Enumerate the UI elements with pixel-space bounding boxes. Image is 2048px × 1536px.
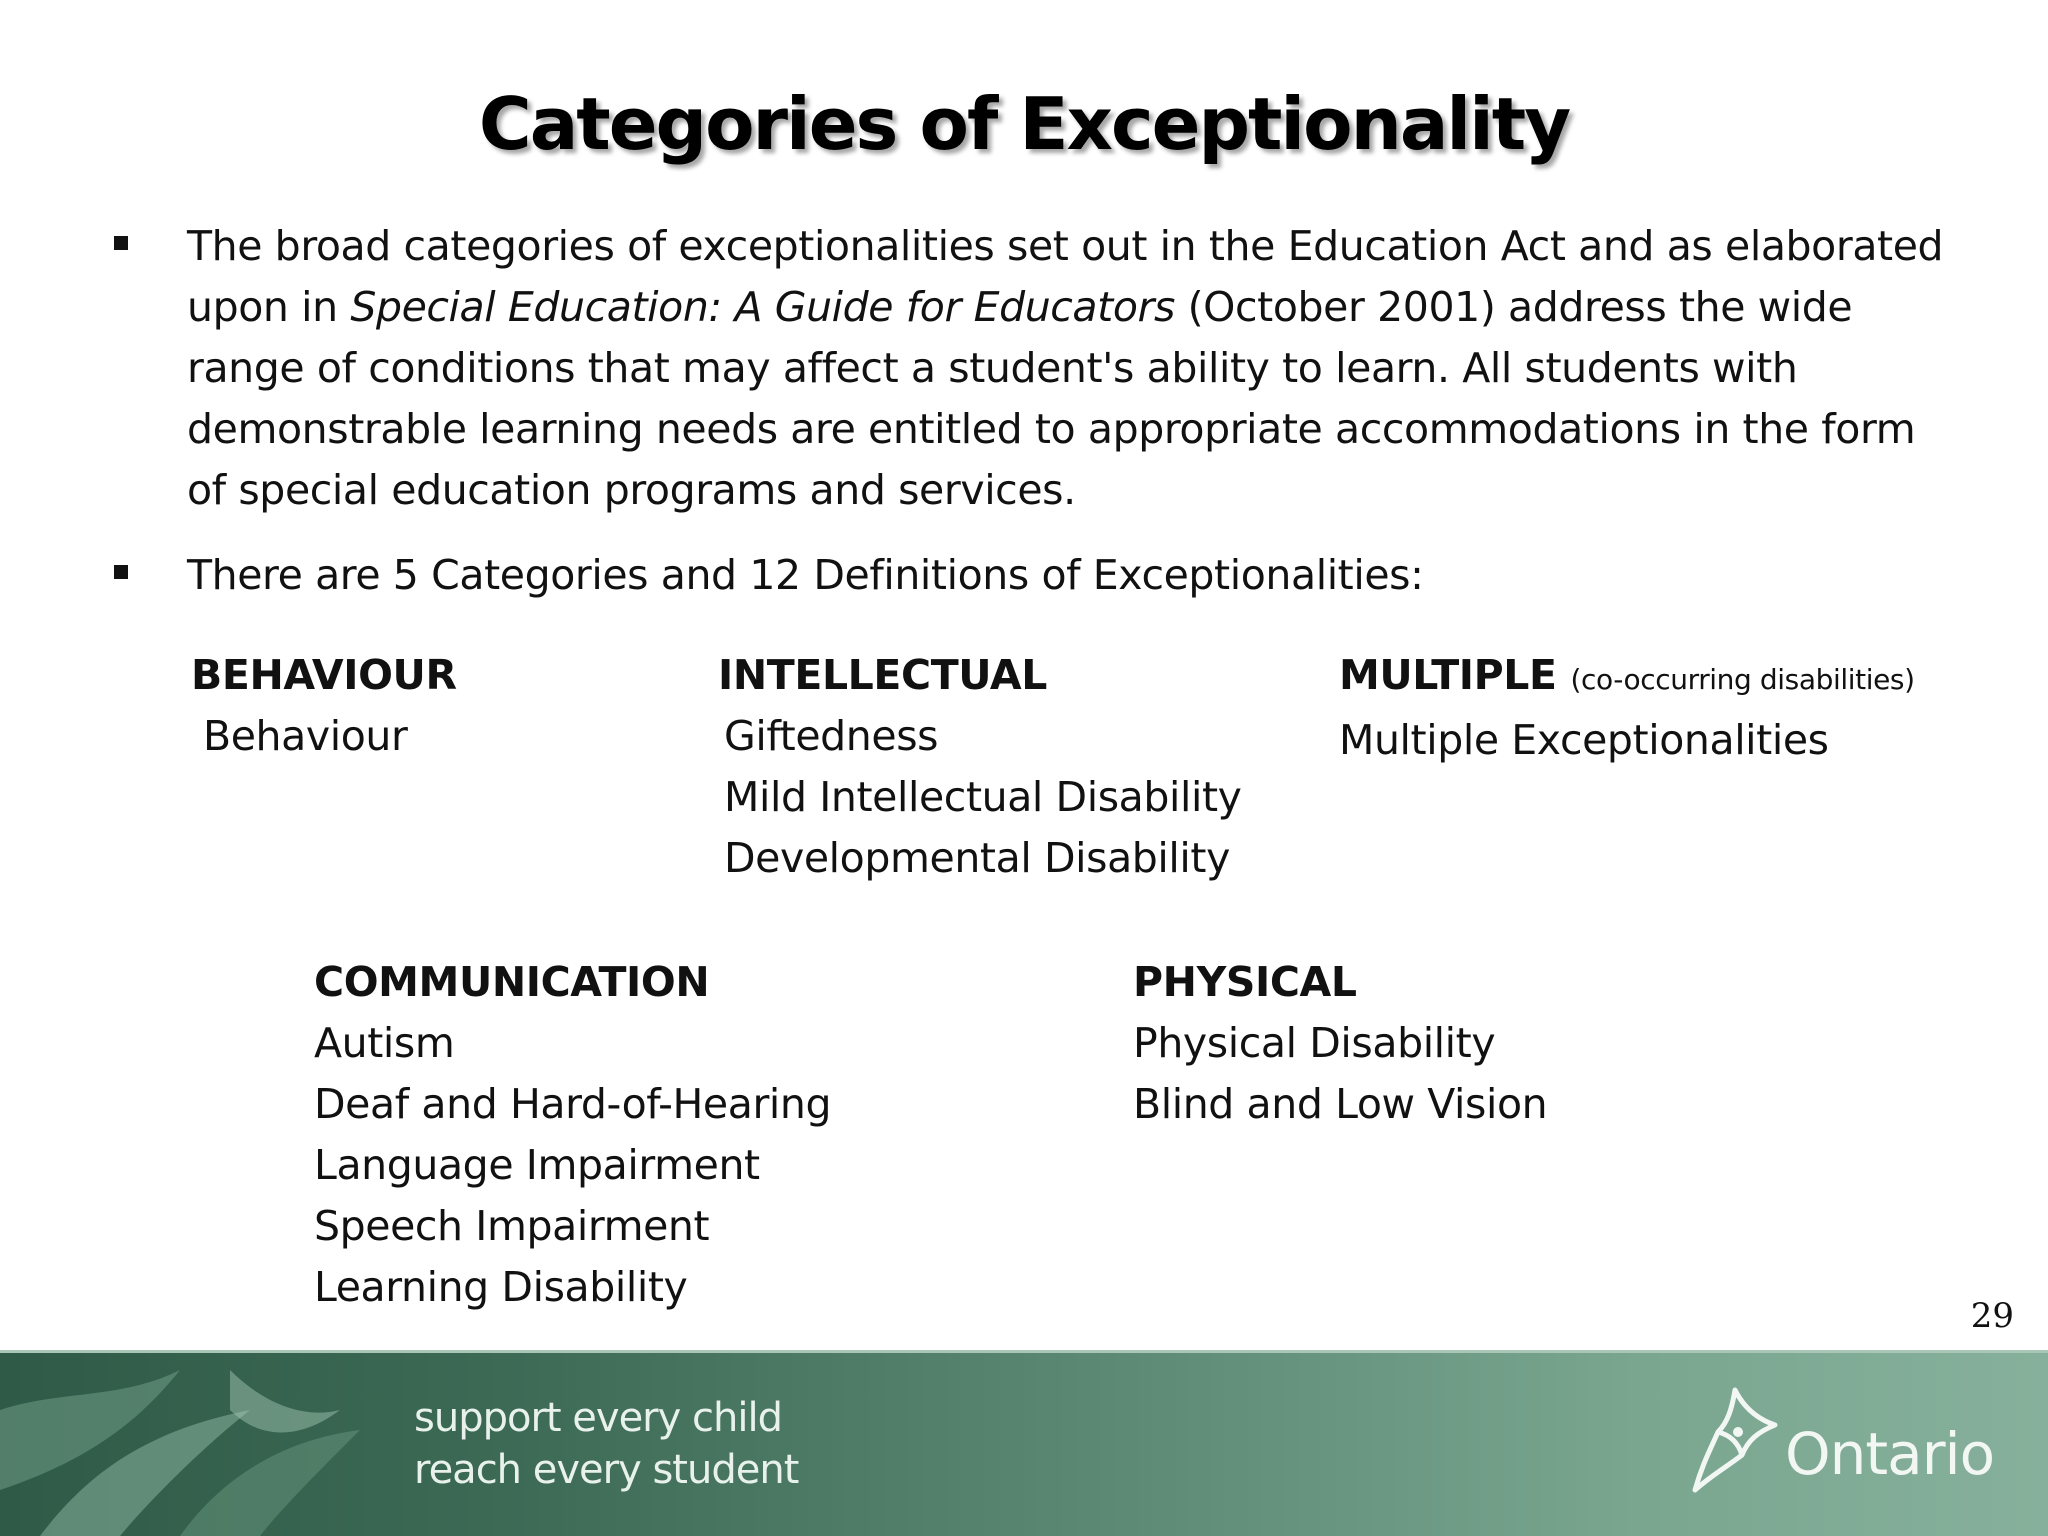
footer-band — [0, 1350, 2048, 1536]
category-heading: MULTIPLE — [1339, 651, 1557, 699]
guide-title-italic: Special Education: A Guide for Educators — [350, 283, 1175, 331]
square-bullet-icon — [114, 565, 128, 579]
trillium-icon — [1690, 1380, 1780, 1500]
category-heading: COMMUNICATION — [314, 958, 710, 1006]
category-item: Giftedness — [724, 712, 939, 760]
bullet-text-part: (October 2001) address the wide range of conditions that may affect a student's ability to learn. All students with demonstrable learning needs are entitled to appropriate accommodations in the form of special education programs and services. — [187, 283, 1916, 514]
category-heading: INTELLECTUAL — [718, 651, 1047, 699]
category-item: Developmental Disability — [724, 834, 1230, 882]
category-heading: BEHAVIOUR — [191, 651, 457, 699]
category-item: Mild Intellectual Disability — [724, 773, 1242, 821]
category-item: Deaf and Hard-of-Hearing — [314, 1080, 832, 1128]
bullet-list — [110, 216, 1950, 606]
category-item: Learning Disability — [314, 1263, 688, 1311]
category-item: Behaviour — [203, 712, 408, 760]
bullet-item — [110, 216, 1950, 521]
category-item: Autism — [314, 1019, 455, 1067]
category-item: Speech Impairment — [314, 1202, 710, 1250]
category-behaviour — [191, 645, 457, 767]
tagline-line: support every child — [414, 1395, 782, 1441]
category-multiple — [1339, 645, 1915, 771]
category-item: Multiple Exceptionalities — [1339, 716, 1829, 764]
category-heading: PHYSICAL — [1133, 958, 1357, 1006]
square-bullet-icon — [114, 236, 128, 250]
category-item: Language Impairment — [314, 1141, 760, 1189]
category-item: Blind and Low Vision — [1133, 1080, 1548, 1128]
tagline-line: reach every student — [414, 1447, 799, 1493]
category-heading-row — [1339, 645, 1915, 710]
page-number: 29 — [1970, 1296, 2014, 1336]
category-intellectual — [718, 645, 1242, 889]
bullet-item — [110, 545, 1950, 606]
ontario-logo-text: Ontario — [1785, 1420, 1995, 1488]
bullet-text: There are 5 Categories and 12 Definitions of Exceptionalities: — [187, 551, 1424, 599]
category-physical — [1133, 952, 1547, 1135]
slide-title: Categories of Exceptionality — [478, 82, 1570, 166]
category-item: Physical Disability — [1133, 1019, 1496, 1067]
tagline — [414, 1392, 798, 1496]
bullet-text-part: The broad categories of exceptionalities set out in the Education Act and as elaborated upon in — [187, 222, 1944, 331]
trillium-swoosh-icon — [0, 1350, 420, 1536]
category-note: (co-occurring disabilities) — [1570, 663, 1915, 696]
category-communication — [314, 952, 831, 1318]
